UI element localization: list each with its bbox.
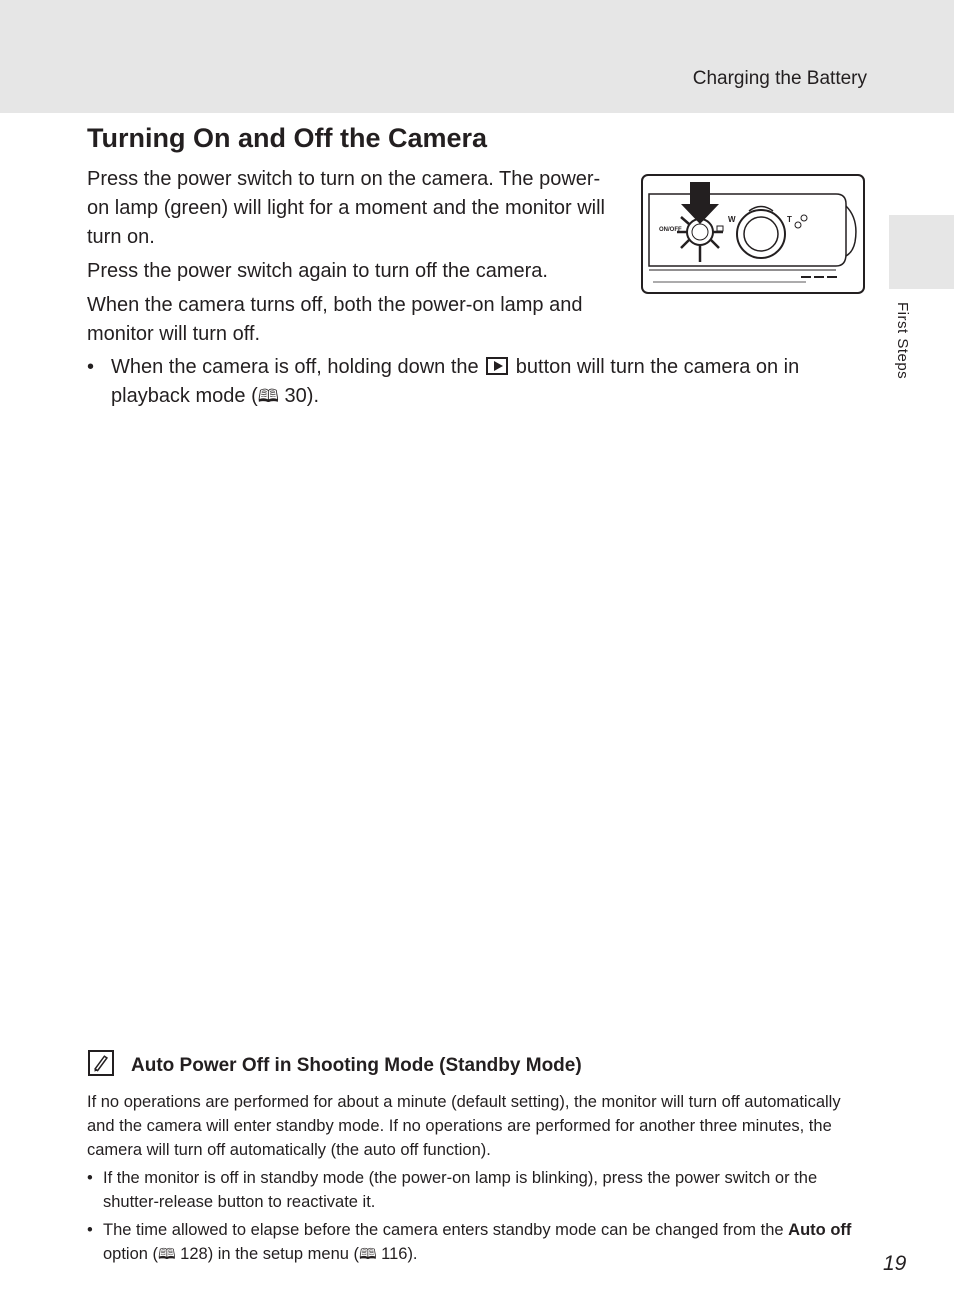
note-bullet-2-mid: option (: [103, 1245, 159, 1263]
note-bullet-2-mid2: ) in the setup menu (: [207, 1245, 360, 1263]
page-reference-icon: 🕮: [257, 386, 279, 407]
on-off-label: ON/OFF: [659, 227, 682, 233]
page-number: 19: [883, 1252, 907, 1275]
page-ref-116: 116: [381, 1245, 408, 1263]
note-paragraph: If no operations are performed for about a minute (default setting), the monitor will turn off automatically and the camera will enter standby mode. If no operations are performed for another three minutes, the camera will turn off automatically (the auto off function).: [87, 1093, 841, 1159]
auto-off-term: Auto off: [788, 1221, 852, 1239]
side-tab: [889, 215, 954, 289]
zoom-t-label: T: [787, 215, 792, 224]
playback-button-icon: [486, 357, 508, 375]
zoom-w-label: W: [728, 215, 736, 224]
page-ref-number: 30: [284, 385, 307, 407]
section-title: Turning On and Off the Camera: [87, 123, 488, 153]
bullet-text-end: ).: [306, 385, 320, 407]
bullet-text-before: When the camera is off, holding down the: [111, 356, 479, 378]
header-band: [0, 0, 954, 113]
note-pencil-icon: [88, 1050, 114, 1076]
note-title: Auto Power Off in Shooting Mode (Standby Mode): [131, 1055, 582, 1076]
bullet-dot: •: [87, 356, 95, 378]
note-bullet-2-end: ).: [407, 1245, 418, 1263]
note-bullet-2-lead: The time allowed to elapse before the camera enters standby mode can be changed from the: [103, 1221, 784, 1239]
bullet-text-after: button will turn the camera on in playback mode (: [111, 356, 800, 407]
bullet-dot: •: [87, 1169, 93, 1187]
running-title: Charging the Battery: [692, 68, 867, 89]
side-tab-label: First Steps: [894, 302, 911, 380]
note-bullet-1-text: If the monitor is off in standby mode (the power-on lamp is blinking), press the power switch or the shutter-release button to reactivate it.: [103, 1169, 818, 1211]
camera-power-switch-illustration: [641, 174, 865, 294]
page-reference-icon: 🕮: [359, 1245, 377, 1263]
bullet-dot: •: [87, 1221, 93, 1239]
page-reference-icon: 🕮: [158, 1245, 176, 1263]
paragraph-power-off: Press the power switch again to turn off the camera.: [87, 260, 548, 282]
page-ref-128: 128: [180, 1245, 208, 1263]
paragraph-lamp-off: When the camera turns off, both the power-on lamp and monitor will turn off.: [87, 294, 583, 345]
paragraph-power-on: Press the power switch to turn on the camera. The power-on lamp (green) will light for a moment and the monitor will turn on.: [87, 168, 605, 248]
